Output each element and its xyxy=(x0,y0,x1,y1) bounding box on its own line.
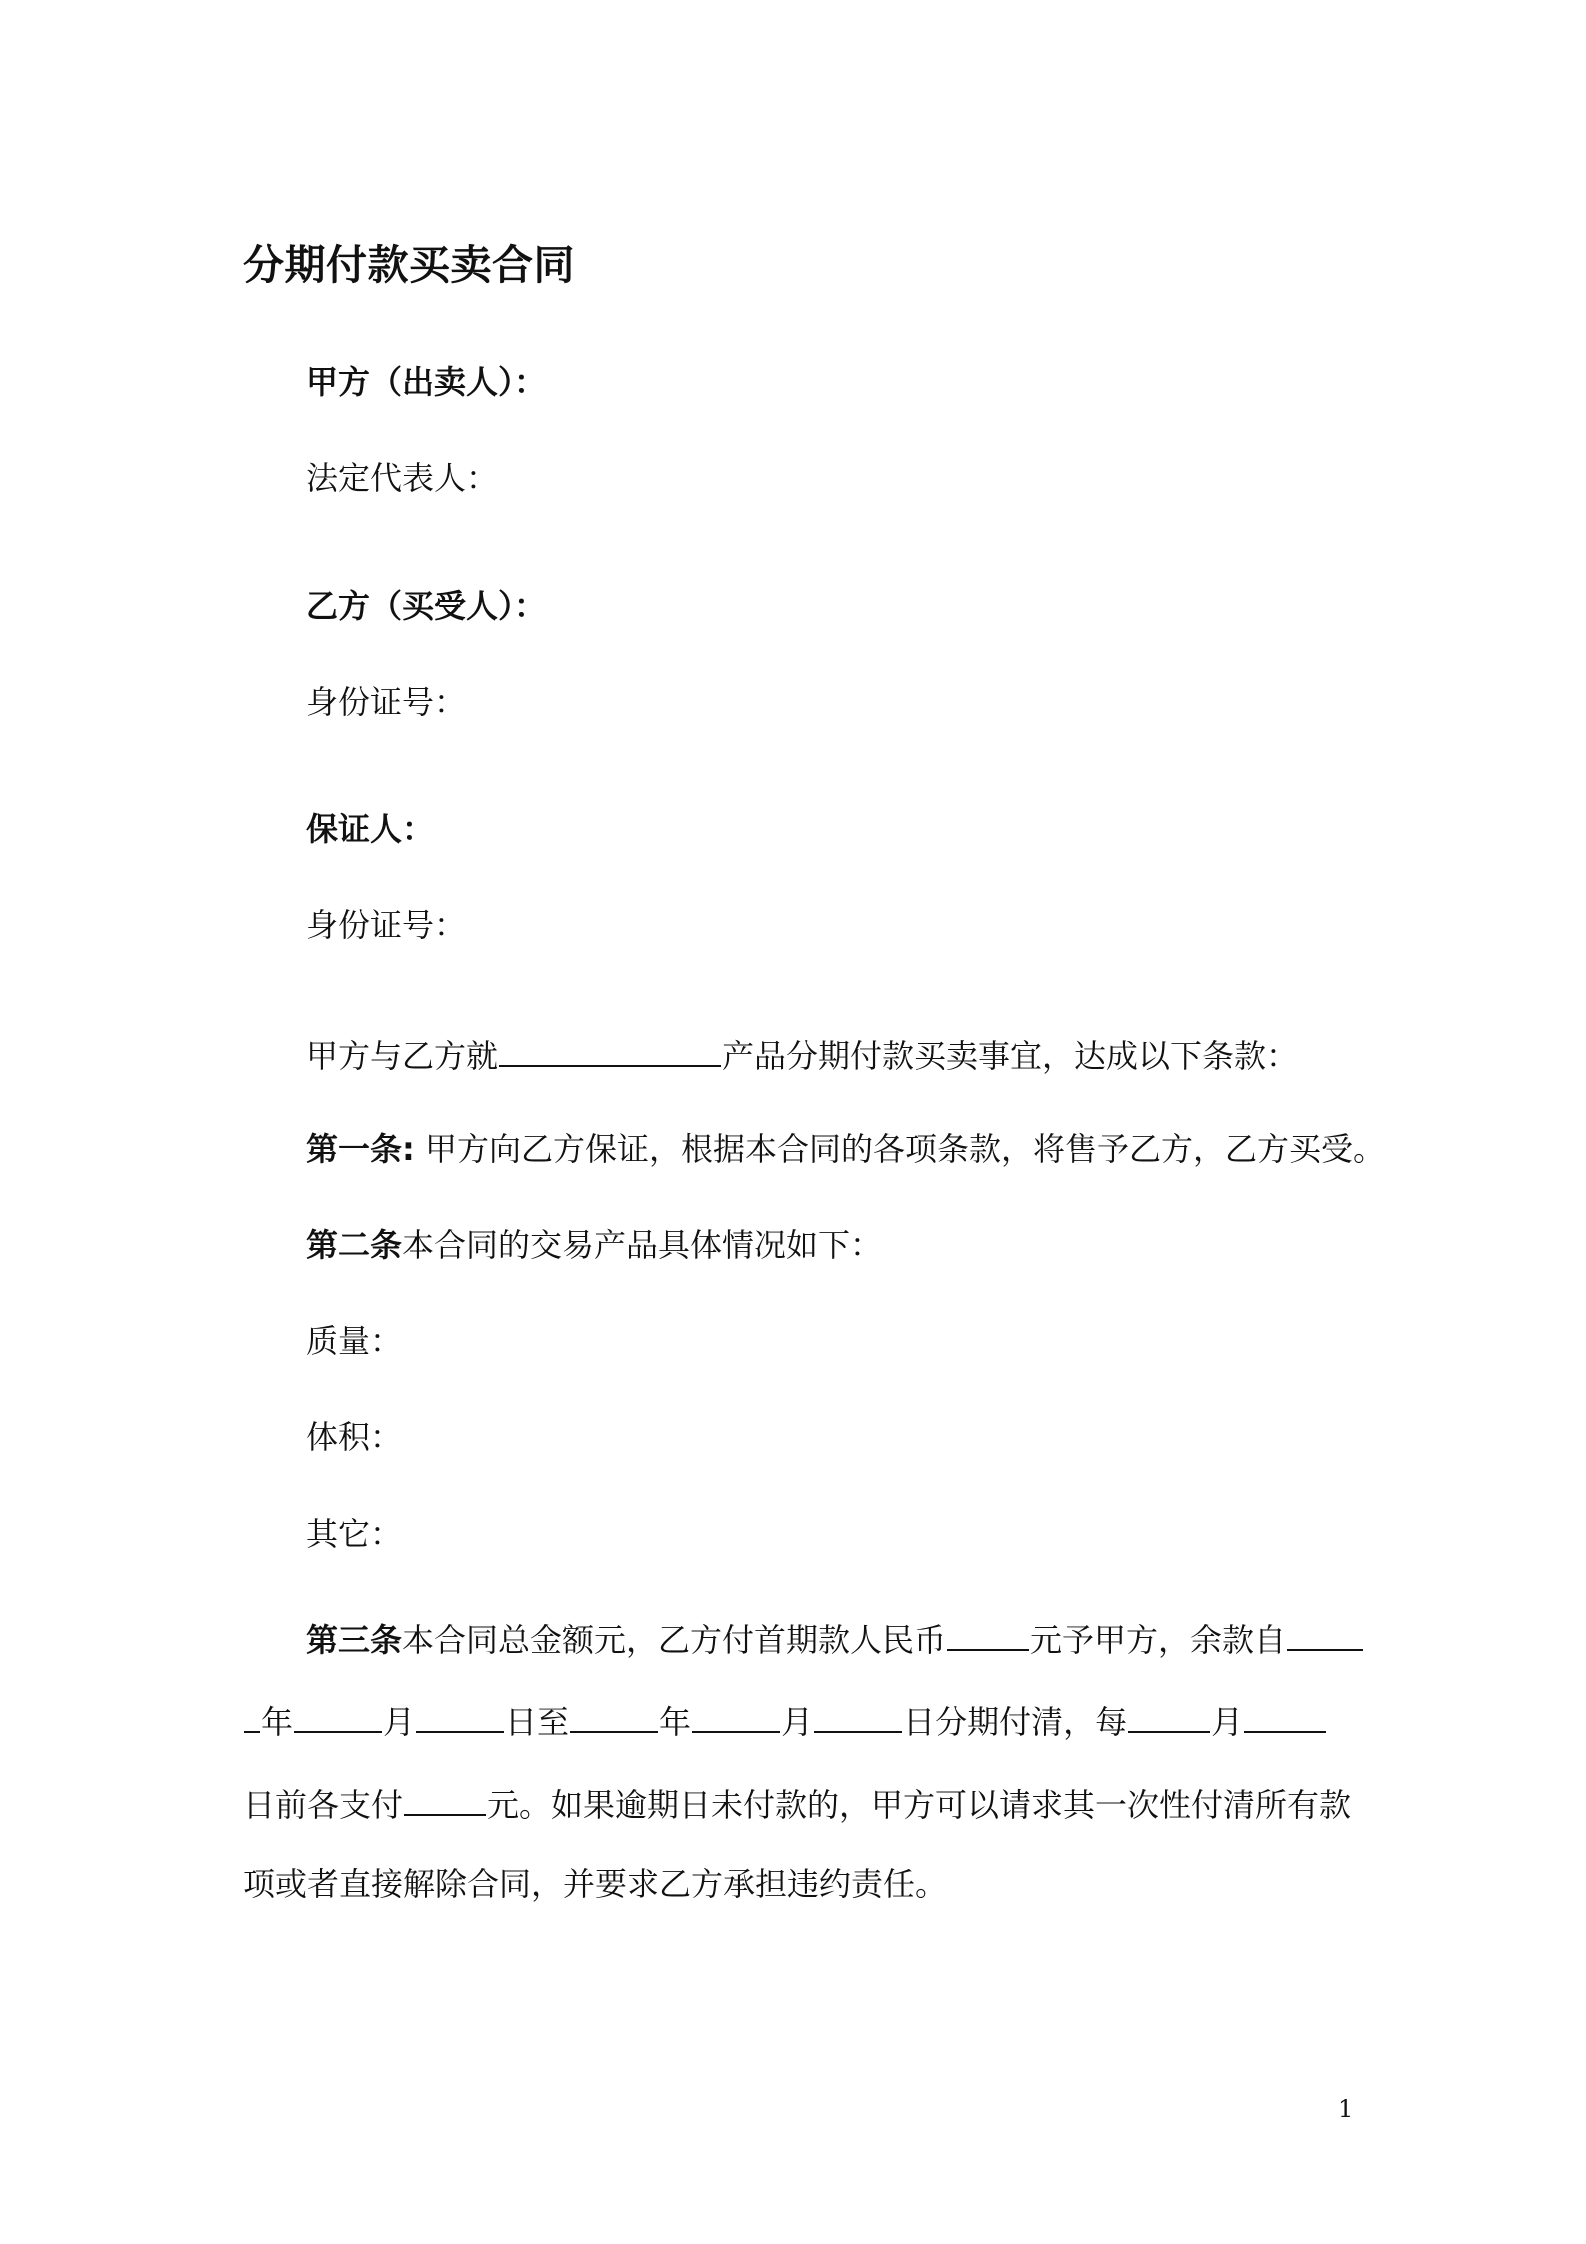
article-3-line-2 xyxy=(243,1703,1327,1741)
installment-amount-blank xyxy=(404,1786,486,1816)
intro-paragraph xyxy=(306,1037,1299,1075)
start-day-blank xyxy=(416,1703,504,1733)
article-2-body: 本合同的交易产品具体情况如下： xyxy=(402,1226,883,1264)
installment-text: 日分期付清，每 xyxy=(903,1703,1128,1741)
article-2-heading: 第二条 xyxy=(306,1226,403,1264)
month-text-1: 月 xyxy=(383,1703,416,1741)
party-a-label: 甲方（出卖人）： xyxy=(306,363,547,401)
year-text-1: 年 xyxy=(261,1703,294,1741)
start-month-blank xyxy=(294,1703,382,1733)
legal-representative-label: 法定代表人： xyxy=(306,459,499,497)
party-b-id-label: 身份证号： xyxy=(306,683,467,721)
guarantor-label: 保证人： xyxy=(306,810,435,848)
article-3-line-1 xyxy=(306,1621,1364,1659)
document-title: 分期付款买卖合同 xyxy=(243,241,575,289)
start-year-blank-b xyxy=(244,1703,260,1733)
article-2 xyxy=(306,1226,883,1264)
start-year-blank-a xyxy=(1287,1621,1363,1651)
article-3-text-3b: 元。如果逾期日未付款的，甲方可以请求其一次性付清所有款 xyxy=(487,1786,1352,1824)
end-day-blank xyxy=(814,1703,902,1733)
quality-label: 质量： xyxy=(306,1322,403,1360)
page-number: 1 xyxy=(1338,2095,1354,2123)
intro-text-2: 产品分期付款买卖事宜，达成以下条款： xyxy=(722,1037,1299,1075)
party-b-label: 乙方（买受人）： xyxy=(306,587,547,625)
article-1-body: 甲方向乙方保证，根据本合同的各项条款，将售予乙方，乙方买受。 xyxy=(424,1130,1385,1168)
intro-text-1: 甲方与乙方就 xyxy=(306,1037,499,1075)
article-3-text-1b: 元予甲方，余款自 xyxy=(1030,1621,1287,1659)
product-blank xyxy=(499,1037,721,1067)
end-year-blank xyxy=(570,1703,658,1733)
pay-day-blank xyxy=(1244,1703,1326,1733)
article-3-line-3 xyxy=(243,1786,1352,1824)
article-1 xyxy=(306,1130,1385,1168)
end-month-blank xyxy=(692,1703,780,1733)
article-3-text-3a: 日前各支付 xyxy=(243,1786,404,1824)
volume-label: 体积： xyxy=(306,1418,403,1456)
year-text-2: 年 xyxy=(659,1703,692,1741)
article-3-heading: 第三条 xyxy=(306,1621,403,1659)
interval-month-blank xyxy=(1128,1703,1210,1733)
down-payment-blank xyxy=(947,1621,1029,1651)
article-3-line-4: 项或者直接解除合同，并要求乙方承担违约责任。 xyxy=(243,1865,948,1903)
month-text-3: 月 xyxy=(1211,1703,1244,1741)
month-text-2: 月 xyxy=(781,1703,814,1741)
article-1-heading: 第一条: xyxy=(306,1130,415,1168)
other-label: 其它： xyxy=(306,1515,403,1553)
article-3-text-1a: 本合同总金额元，乙方付首期款人民币 xyxy=(402,1621,947,1659)
guarantor-id-label: 身份证号： xyxy=(306,906,467,944)
day-to-text: 日至 xyxy=(505,1703,570,1741)
